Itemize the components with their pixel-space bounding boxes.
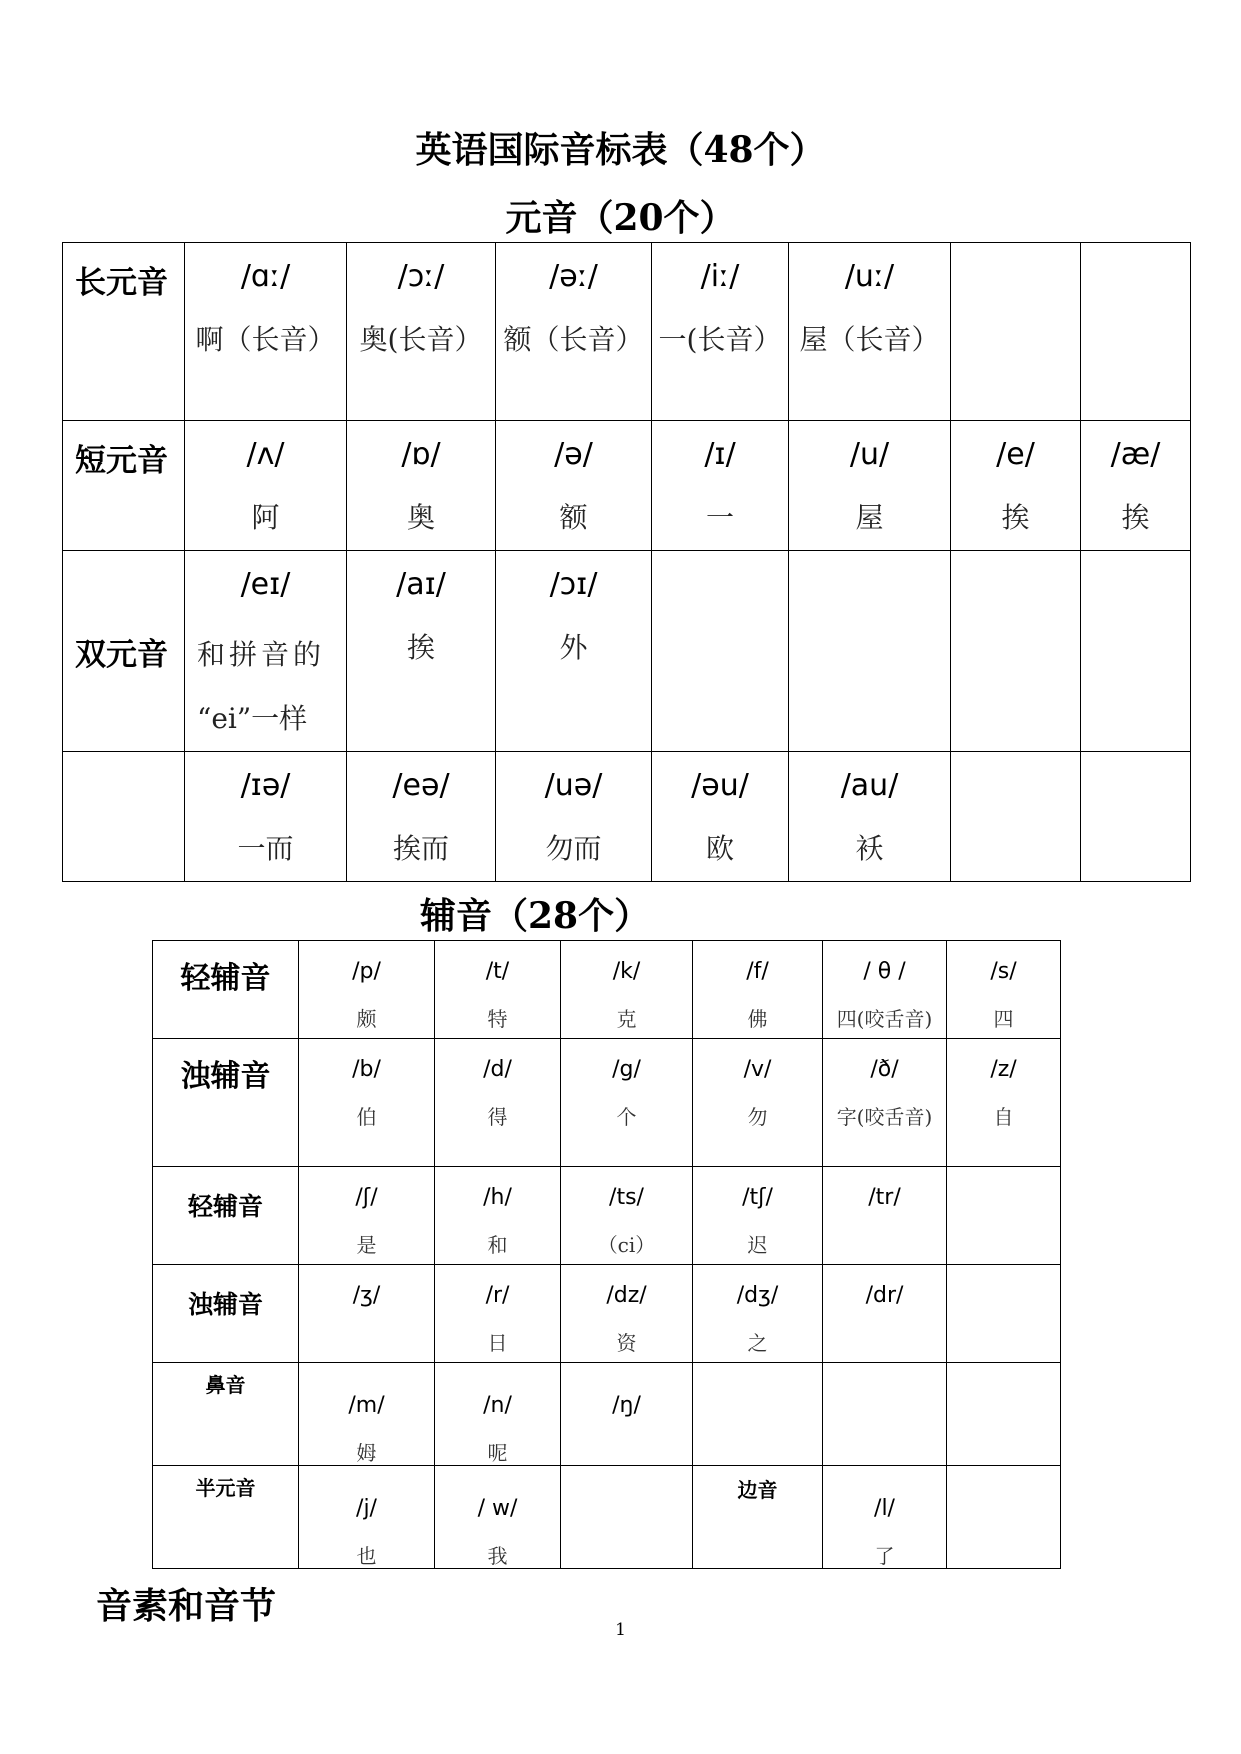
consonant-cell — [435, 1466, 561, 1569]
ipa-symbol: /ts/ — [609, 1185, 644, 1210]
consonant-row — [153, 1466, 1061, 1569]
hanzi-hint: 我 — [487, 1544, 508, 1568]
vowel-table — [62, 242, 1191, 882]
ipa-symbol: /h/ — [483, 1185, 512, 1210]
hanzi-hint: 挨而 — [392, 832, 449, 865]
hanzi-hint-line2: “ei”一样 — [197, 702, 308, 735]
ipa-symbol: /ɑː/ — [240, 259, 291, 294]
hanzi-hint: （ci） — [597, 1233, 656, 1257]
ipa-symbol: / w/ — [477, 1496, 518, 1521]
hanzi-hint: 是 — [356, 1233, 377, 1257]
ipa-symbol: /z/ — [990, 1057, 1017, 1082]
consonant-cell-empty — [947, 1265, 1061, 1363]
vowel-cell-empty — [1081, 551, 1191, 752]
ipa-symbol: /v/ — [743, 1057, 772, 1082]
hanzi-hint: 呢 — [487, 1441, 508, 1465]
consonant-cell-empty — [947, 1363, 1061, 1466]
vowel-cell-empty — [789, 551, 951, 752]
consonant-category: 轻辅音 — [153, 941, 299, 1039]
hanzi-hint: 啊（长音） — [195, 323, 336, 356]
ipa-symbol: /b/ — [352, 1057, 381, 1082]
ipa-symbol: /k/ — [612, 959, 641, 984]
ipa-symbol: /eɪ/ — [240, 567, 291, 602]
ipa-symbol: /ɔɪ/ — [549, 567, 598, 602]
vowel-section-title: 元音（20个） — [505, 197, 736, 239]
ipa-symbol: /eə/ — [392, 768, 450, 803]
page-number: 1 — [615, 1620, 626, 1640]
vowel-row-short — [63, 421, 1191, 551]
vowel-cell-empty — [652, 551, 789, 752]
vowel-cell-empty — [951, 551, 1081, 752]
consonant-cell — [693, 1167, 823, 1265]
consonant-category: 浊辅音 — [153, 1265, 299, 1363]
vowel-cell-empty — [951, 243, 1081, 421]
page-title: 英语国际音标表（48个） — [415, 129, 826, 171]
vowel-cell-empty — [951, 752, 1081, 882]
ipa-symbol: /ə/ — [554, 437, 593, 472]
consonant-cell — [823, 1265, 947, 1363]
hanzi-hint: 字(咬舌音) — [836, 1105, 933, 1129]
ipa-symbol: /e/ — [996, 437, 1035, 472]
hanzi-hint: 勿而 — [545, 832, 602, 865]
consonant-cell-empty — [823, 1363, 947, 1466]
ipa-symbol: /s/ — [990, 959, 1017, 984]
hanzi-hint: 欧 — [705, 832, 734, 865]
ipa-symbol: /æ/ — [1110, 437, 1161, 472]
vowel-cell — [496, 551, 652, 752]
vowel-cell — [652, 243, 789, 421]
vowel-cell — [347, 421, 496, 551]
vowel-cell-empty — [1081, 243, 1191, 421]
ipa-symbol: /u/ — [849, 437, 890, 472]
vowel-cell — [652, 752, 789, 882]
hanzi-hint: 外 — [559, 631, 588, 664]
ipa-symbol: /f/ — [746, 959, 769, 984]
ipa-symbol: /uː/ — [844, 259, 895, 294]
ipa-symbol: /ʃ/ — [355, 1185, 378, 1210]
ipa-symbol: /ɒ/ — [401, 437, 441, 472]
ipa-symbol: / θ / — [863, 959, 906, 984]
vowel-row-diphthong-2 — [63, 752, 1191, 882]
vowel-category — [63, 752, 185, 882]
hanzi-hint: 四 — [993, 1007, 1014, 1031]
consonant-cell — [947, 1039, 1061, 1167]
consonant-category: 浊辅音 — [153, 1039, 299, 1167]
hanzi-hint: 之 — [747, 1331, 768, 1355]
vowel-cell — [185, 752, 347, 882]
ipa-symbol: /ɪ/ — [704, 437, 736, 472]
hanzi-hint: 一而 — [237, 832, 294, 865]
hanzi-hint: 挨 — [406, 631, 435, 664]
hanzi-hint: 额（长音） — [503, 323, 644, 356]
ipa-symbol: /ð/ — [870, 1057, 899, 1082]
ipa-symbol: /ʌ/ — [246, 437, 285, 472]
hanzi-hint: 克 — [616, 1007, 637, 1031]
consonant-cell — [693, 1466, 823, 1569]
consonant-cell — [693, 1039, 823, 1167]
hanzi-hint: 屋（长音） — [799, 323, 940, 356]
consonant-row — [153, 1265, 1061, 1363]
hanzi-hint: 额 — [559, 501, 588, 534]
ipa-symbol: /dz/ — [606, 1283, 647, 1308]
consonant-cell — [299, 1167, 435, 1265]
lateral-category-label: 边音 — [737, 1478, 778, 1502]
consonant-category: 半元音 — [153, 1466, 299, 1569]
vowel-cell — [496, 421, 652, 551]
consonant-cell — [823, 1466, 947, 1569]
consonant-cell — [435, 1167, 561, 1265]
ipa-symbol: /ɔː/ — [397, 259, 445, 294]
ipa-symbol: /tʃ/ — [742, 1185, 773, 1210]
hanzi-hint: 屋 — [855, 501, 884, 534]
consonant-cell — [435, 1363, 561, 1466]
consonant-table — [152, 940, 1061, 1569]
vowel-cell — [347, 243, 496, 421]
consonant-cell — [823, 941, 947, 1039]
hanzi-hint: 奥(长音） — [359, 323, 483, 356]
consonant-row — [153, 1167, 1061, 1265]
consonant-category: 轻辅音 — [153, 1167, 299, 1265]
vowel-category: 短元音 — [63, 421, 185, 551]
consonant-cell — [435, 1265, 561, 1363]
consonant-cell — [693, 1265, 823, 1363]
hanzi-hint: 迟 — [747, 1233, 768, 1257]
consonant-cell — [299, 1363, 435, 1466]
hanzi-hint: 袄 — [855, 832, 884, 865]
vowel-cell — [347, 551, 496, 752]
vowel-cell — [789, 421, 951, 551]
vowel-cell-empty — [1081, 752, 1191, 882]
consonant-cell-empty — [947, 1167, 1061, 1265]
hanzi-hint-block — [185, 623, 346, 751]
vowel-cell — [1081, 421, 1191, 551]
vowel-cell — [185, 243, 347, 421]
ipa-symbol: /g/ — [612, 1057, 641, 1082]
ipa-symbol: /dr/ — [865, 1283, 904, 1308]
hanzi-hint: 姆 — [356, 1441, 377, 1465]
consonant-category: 鼻音 — [153, 1363, 299, 1466]
ipa-symbol: /n/ — [483, 1393, 512, 1418]
consonant-cell — [561, 1167, 693, 1265]
hanzi-hint: 和 — [487, 1233, 508, 1257]
ipa-symbol: /au/ — [840, 768, 899, 803]
section-heading: 音素和音节 — [96, 1585, 277, 1627]
consonant-cell-empty — [561, 1466, 693, 1569]
vowel-cell — [789, 752, 951, 882]
consonant-cell — [693, 941, 823, 1039]
hanzi-hint: 日 — [487, 1331, 508, 1355]
ipa-symbol: /uə/ — [544, 768, 603, 803]
ipa-symbol: /m/ — [348, 1393, 385, 1418]
hanzi-hint: 资 — [616, 1331, 637, 1355]
ipa-symbol: /p/ — [352, 959, 381, 984]
consonant-row — [153, 941, 1061, 1039]
ipa-symbol: /ŋ/ — [612, 1393, 641, 1418]
hanzi-hint: 也 — [356, 1544, 377, 1568]
vowel-cell — [347, 752, 496, 882]
vowel-category: 双元音 — [63, 551, 185, 752]
consonant-cell — [299, 941, 435, 1039]
vowel-cell — [789, 243, 951, 421]
ipa-symbol: /ʒ/ — [352, 1283, 381, 1308]
vowel-cell — [951, 421, 1081, 551]
ipa-symbol: /t/ — [485, 959, 510, 984]
ipa-symbol: /əu/ — [691, 768, 749, 803]
consonant-cell — [823, 1039, 947, 1167]
vowel-row-diphthong — [63, 551, 1191, 752]
vowel-cell — [185, 421, 347, 551]
hanzi-hint: 挨 — [1001, 501, 1030, 534]
consonant-row — [153, 1363, 1061, 1466]
hanzi-hint: 阿 — [251, 501, 280, 534]
hanzi-hint: 自 — [993, 1105, 1014, 1129]
ipa-symbol: /əː/ — [549, 259, 598, 294]
hanzi-hint: 个 — [616, 1105, 637, 1129]
hanzi-hint: 勿 — [747, 1105, 768, 1129]
consonant-section-title: 辅音（28个） — [420, 895, 651, 937]
vowel-cell — [496, 752, 652, 882]
hanzi-hint: 颇 — [356, 1007, 377, 1031]
consonant-cell — [435, 1039, 561, 1167]
ipa-symbol: /l/ — [874, 1496, 895, 1521]
hanzi-hint: 和拼音的 — [197, 638, 326, 671]
consonant-cell — [299, 1039, 435, 1167]
ipa-symbol: /d/ — [483, 1057, 512, 1082]
consonant-cell — [823, 1167, 947, 1265]
consonant-cell — [561, 941, 693, 1039]
ipa-symbol: /j/ — [356, 1496, 377, 1521]
consonant-cell — [299, 1466, 435, 1569]
consonant-cell — [561, 1363, 693, 1466]
hanzi-hint: 得 — [487, 1105, 508, 1129]
hanzi-hint: 一(长音） — [658, 323, 782, 356]
consonant-cell — [299, 1265, 435, 1363]
hanzi-hint: 挨 — [1121, 501, 1150, 534]
hanzi-hint: 一 — [705, 501, 734, 534]
hanzi-hint: 四(咬舌音) — [836, 1007, 933, 1031]
vowel-row-long — [63, 243, 1191, 421]
ipa-symbol: /dʒ/ — [736, 1283, 779, 1308]
consonant-cell — [561, 1039, 693, 1167]
ipa-symbol: /r/ — [485, 1283, 510, 1308]
ipa-symbol: /aɪ/ — [396, 567, 446, 602]
consonant-cell — [561, 1265, 693, 1363]
consonant-cell — [947, 941, 1061, 1039]
vowel-category: 长元音 — [63, 243, 185, 421]
vowel-cell — [496, 243, 652, 421]
hanzi-hint: 佛 — [747, 1007, 768, 1031]
hanzi-hint: 伯 — [356, 1105, 377, 1129]
hanzi-hint: 了 — [874, 1544, 895, 1568]
vowel-cell — [652, 421, 789, 551]
consonant-cell-empty — [947, 1466, 1061, 1569]
ipa-symbol: /ɪə/ — [240, 768, 291, 803]
consonant-cell — [435, 941, 561, 1039]
ipa-symbol: /tr/ — [868, 1185, 901, 1210]
vowel-cell — [185, 551, 347, 752]
hanzi-hint: 特 — [487, 1007, 508, 1031]
consonant-row — [153, 1039, 1061, 1167]
hanzi-hint: 奥 — [406, 501, 435, 534]
consonant-cell-empty — [693, 1363, 823, 1466]
ipa-symbol: /iː/ — [700, 259, 740, 294]
